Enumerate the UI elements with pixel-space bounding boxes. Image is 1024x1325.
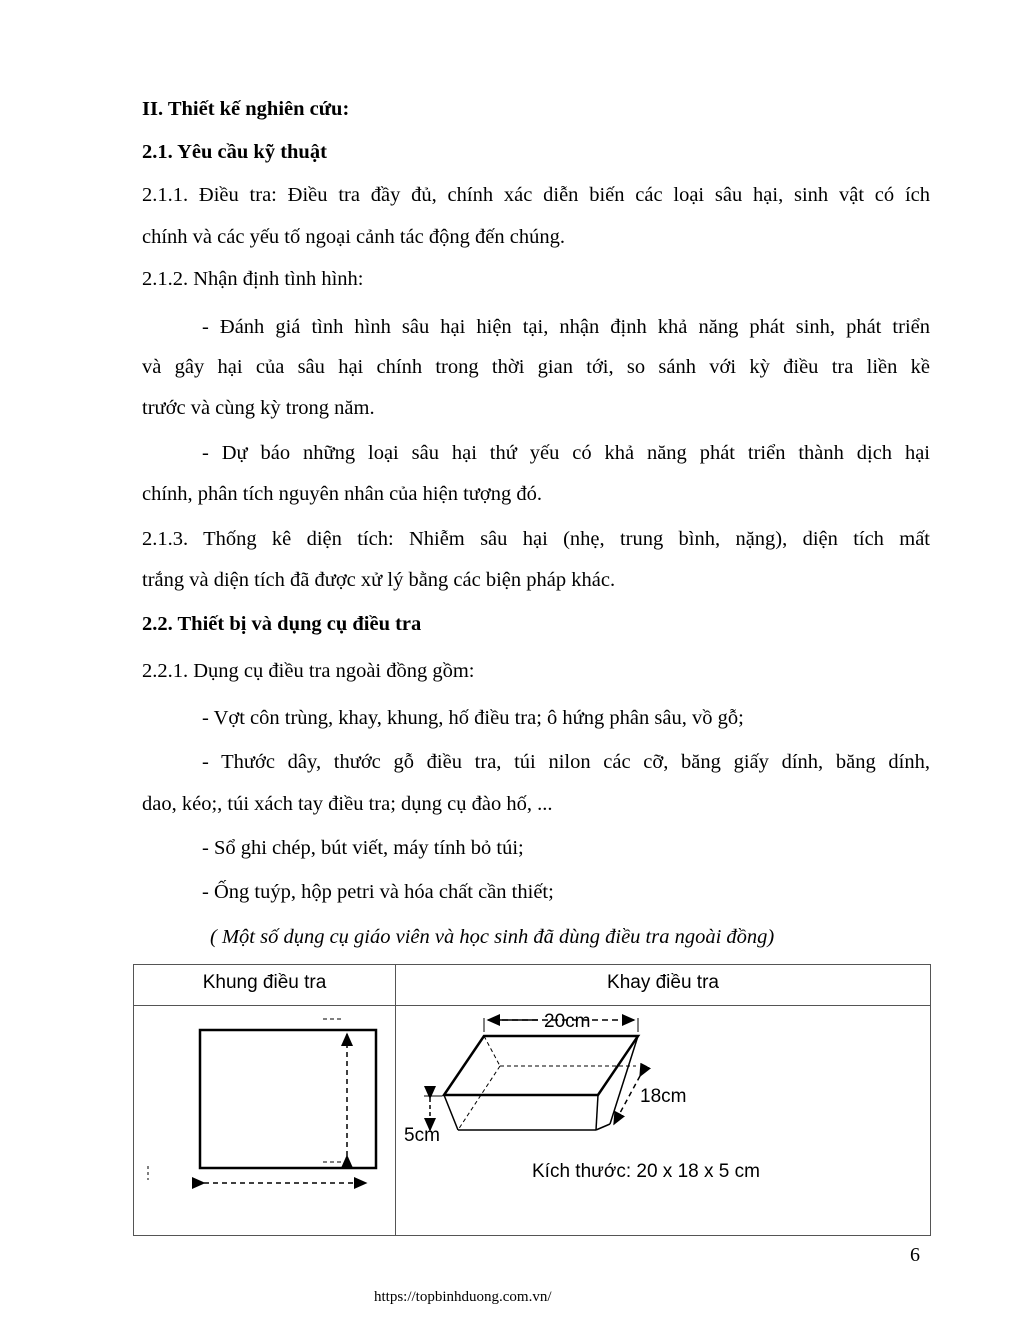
frame-square: [200, 1030, 376, 1168]
table-header-khung: Khung điều tra: [134, 965, 396, 1006]
tray-width-label: 20cm: [544, 1011, 591, 1032]
tray-height-label: 5cm: [404, 1125, 440, 1146]
paragraph-2-1-1-line1: 2.1.1. Điều tra: Điều tra đầy đủ, chính xác diễn biến các loại sâu hại, sinh vật có ích: [142, 184, 930, 206]
frame-cell: [134, 1006, 396, 1236]
paragraph-2-1-3-line1: 2.1.3. Thống kê diện tích: Nhiễm sâu hại (nhẹ, trung bình, nặng), diện tích mất: [142, 528, 930, 550]
tray-depth-label: 18cm: [640, 1086, 687, 1107]
list-item-thuoc-line2: dao, kéo;, túi xách tay điều tra; dụng cụ đào hố, ...: [142, 793, 553, 815]
survey-tray-drawing: [396, 1006, 930, 1230]
tools-table: [133, 964, 931, 1236]
page-number: 6: [910, 1244, 920, 1266]
paragraph-2-1-1-line2: chính và các yếu tố ngoại cảnh tác động đến chúng.: [142, 226, 565, 248]
bullet-du-bao-line2: chính, phân tích nguyên nhân của hiện tượng đó.: [142, 483, 542, 505]
figure-caption: ( Một số dụng cụ giáo viên và học sinh đã dùng điều tra ngoài đồng): [210, 926, 775, 948]
list-item-ong: - Ống tuýp, hộp petri và hóa chất cần thiết;: [202, 881, 554, 903]
paragraph-2-1-3-line2: trắng và diện tích đã được xử lý bằng các biện pháp khác.: [142, 569, 616, 591]
tray-cell: [396, 1006, 931, 1236]
subsection-heading-2-2: 2.2. Thiết bị và dụng cụ điều tra: [142, 613, 422, 635]
section-heading: II. Thiết kế nghiên cứu:: [142, 98, 350, 120]
paragraph-2-2-1: 2.2.1. Dụng cụ điều tra ngoài đồng gồm:: [142, 660, 475, 682]
bullet-danh-gia-line1: - Đánh giá tình hình sâu hại hiện tại, nhận định khả năng phát sinh, phát triển: [202, 316, 930, 338]
bullet-danh-gia-line2: và gây hại của sâu hại chính trong thời gian tới, so sánh với kỳ điều tra liền kề: [142, 356, 930, 378]
survey-frame-drawing: [134, 1006, 395, 1230]
footer-url[interactable]: https://topbinhduong.com.vn/: [374, 1289, 552, 1305]
paragraph-2-1-2: 2.1.2. Nhận định tình hình:: [142, 268, 364, 290]
list-item-thuoc-line1: - Thước dây, thước gỗ điều tra, túi nilon các cỡ, băng giấy dính, băng dính,: [202, 751, 930, 773]
list-item-vot: - Vợt côn trùng, khay, khung, hố điều tra; ô hứng phân sâu, vồ gỗ;: [202, 707, 744, 729]
subsection-heading-2-1: 2.1. Yêu cầu kỹ thuật: [142, 141, 327, 163]
tray-size-text: Kích thước: 20 x 18 x 5 cm: [532, 1161, 760, 1182]
bullet-du-bao-line1: - Dự báo những loại sâu hại thứ yếu có khả năng phát triển thành dịch hại: [202, 442, 930, 464]
table-header-khay: Khay điều tra: [396, 965, 931, 1006]
bullet-danh-gia-line3: trước và cùng kỳ trong năm.: [142, 397, 375, 419]
list-item-so: - Sổ ghi chép, bút viết, máy tính bỏ túi;: [202, 837, 524, 859]
